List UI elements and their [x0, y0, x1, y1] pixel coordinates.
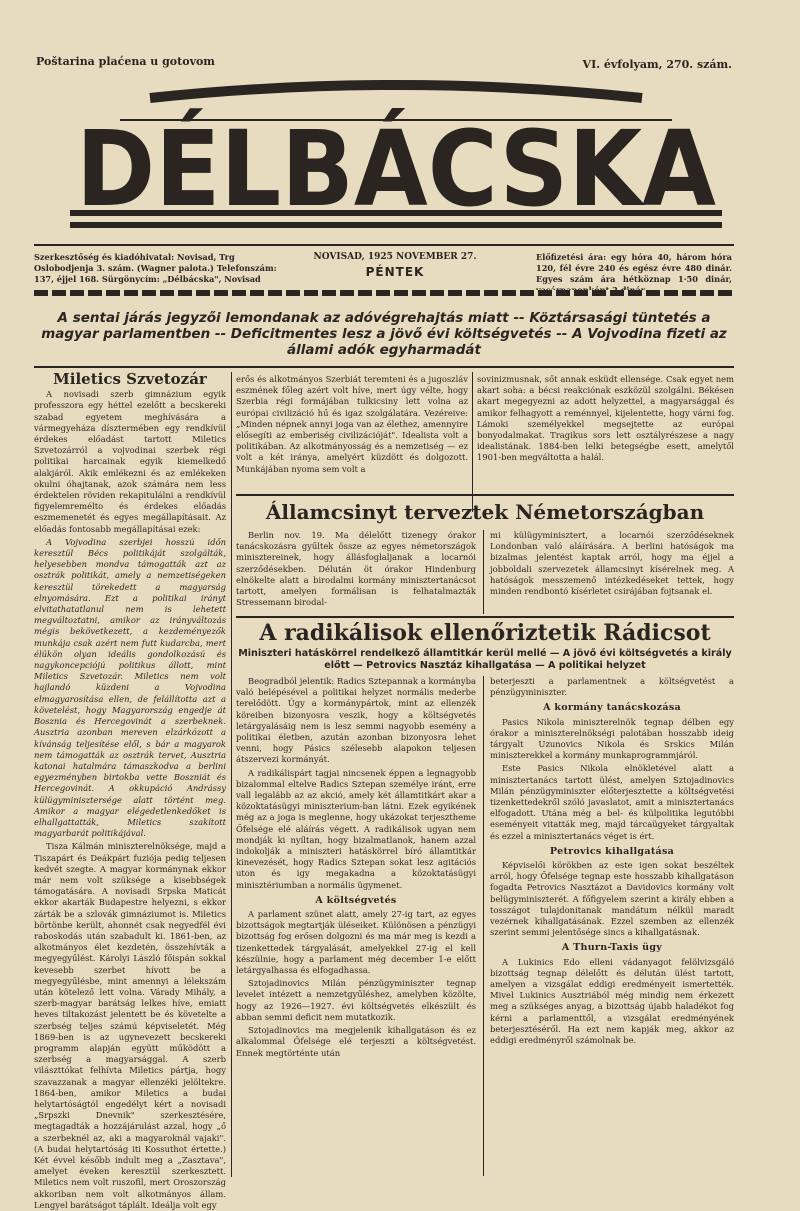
volume-number: VI. évfolyam, 270. szám.	[582, 58, 732, 71]
column-divider	[231, 372, 232, 1177]
article-title: Miletics Szvetozár	[53, 370, 207, 388]
paragraph: beterjeszti a parlamentnek a költségvetést a pénzügyminiszter.	[490, 676, 734, 698]
article-subtitle-radicsot: Miniszteri hatáskörrel rendelkező államtitkár kerül mellé — A jövő évi költségvetés a király előtt — Petrovics Nasztáz kihallgatása — A politikai helyzet	[238, 648, 732, 671]
section-heading: Petrovics kihallgatása	[549, 845, 675, 857]
issue-date-block	[300, 252, 490, 279]
section-divider	[236, 616, 734, 618]
headline-divider	[34, 366, 734, 368]
column-divider	[472, 372, 473, 512]
paragraph: Sztojadinovics Milán pénzügyminiszter tegnap levelet intézett a nemzetgyűléshez, amelyben közölte, hogy az 1926—1927. évi költségvetés elkészült és abban semmi deficit nem mutatkozik.	[236, 978, 476, 1022]
article-miletics-continued	[236, 374, 468, 514]
paragraph: A parlament szünet alatt, amely 27-ig tart, az egyes bizottságok megtartják üléseiket. Különösen a pénzügyi bizottság fog erősen dolgozni és ma már meg is kezdi a tizenkettedek tárgyalását, amelyekkel 27-ig el kell készülnie, hogy a parlament még december 1-e előtt letárgyalhassa és elfogadhassa.	[236, 909, 476, 976]
article-title-allamcsiny: Államcsinyt terveztek Németországban	[265, 500, 705, 524]
section-heading: A kormány tanácskozása	[543, 702, 681, 714]
paragraph: Beogradból jelentik: Radics Sztepannak a kormányba való belépésével a politikai helyzet normális mederbe terelődött. Úgy a kormánypártok, mint az ellenzék köreiben bizonyosra veszik, hogy a költségvetés letárgyalásáig nem is lesz semmi nagyobb esemény a politikai életben, azután azonban bizonyosra lehet venni, hogy Pásics szélesebb alapokon teljesen átszervezi kormányát.	[236, 676, 476, 765]
paragraph: A Vojvodina szerbjei hosszú időn keresztül Bécs politikáját szolgálták, helyesebben mondva támogatták azt az osztrák politikát, amely a nemzetiségeken keresztül törekedett a magyarság elnyomására. Ezt a politikai irányt elvitathatatlanul nem is lehetett megváltoztatni, amikor az irányváltozás mégis bekövetkezett, a kezdeményezők munkája csak azért nem futt kudarcba, mert élükön olyan ideális gondolkozású és nagykoncepciójú politikus állott, mint Miletics Szvetozár. Miletics nem volt hajlandó küzdeni a Vojvodina elmagyarosítása ellen, de felállította azt a követelést, hogy Magyarország engedje át Bosznia és Hercegovinát a szerbeknek. Ausztria azonban mereven elzárkózott a kívánság teljesítése elől, s bár a magyarok nem támogatták az osztrák tervet, Ausztria katonai hatalmára támaszkodva a berlini egyezményben birtokba vette Boszniát és Hercegovinát. A okkupáció Andrássy külügyminisztersége alatt történt meg. Amikor a magyar elégedetlenkedőket is elhallgattatták, Miletics szakított magyarbarát politikájával.	[34, 536, 226, 839]
paragraph: mi külügyminisztert, a locarnói szerződéseknek Londonban való aláírására. A berlini hatóságok ma bizalmas jelentést kaptak arról, hogy ma éjjel a jobboldali szervezetek államcsinyt kísérelnek meg. A hatóságok messzemenő intézkedéseket tettek, hogy minden rendbontó kísérletet csirájában fojtsanak el.	[490, 530, 734, 597]
column-divider	[483, 676, 484, 1176]
paragraph: Tisza Kálmán miniszterelnöksége, majd a Tiszapárt és Deákpárt fuziója pedig teljesen kedvét szegte. A magyar kormánynak ekkor már nem volt szüksége a kisebbségek támogatására. A novisadi Srpska Maticát ekkor akarták Budapestre helyezni, s ekkor zárták be a szlovák gimnáziumot is. Miletics börtönbe került, ahonnét csak negyedfél évi raboskodás után szabadult ki. 1861-ben, az alkotmányos élet kezdetén, összehívták a megyegyűlést. Károlyi László főispán sokkal kevesebb szerbet hívott be a megyegyűlésbe, mint amennyi a lélekszám után kötelező lett volna. Várady Mihály, a szerb-magyar barátság lelkes híve, emiatt heves tiltakozást jelentett be és követelte a szerbség teljes számú képviseletét. Még 1869-ben is az ugynevezett becskereki programm alapján együtt működött a szerbség a magyarsággal. A szerb vilászttókat felhívta Miletics pártja, hogy szavazzanak a magyar ellenzéki jelöltekre. 1864-ben, amikor Miletics a budai helytartóságtól engedélyt kért a novisadi „Srpszki Dnevnik" szerkesztésére, megtagadták a hozzájárulást azzal, hogy „ő a szerbeknél az, aki a magyaroknál vajaki". (A budai helytartóság iti Kossuthot értette.) Két évvel később indult meg a „Zasztava", amelyet éveken keresztül szerkesztett. Miletics nem volt ruszofil, mert Oroszország akkoriban nem volt alkotmányos állam. Lengyel barátságot táplált. Ideálja volt egy	[34, 841, 226, 1210]
paragraph: Képviselői körökben az este igen sokat beszéltek arról, hogy Őfelsége tegnap este hosszabb kihallgatáson fogadta Petrovics Nasztázot a Davidovics kormány volt belügyminiszterét. A főfigyelem szerint a király ebben a tosszágot tulajdonitanak mandátum nélkül maradt vezérnek kihallgatásának. Ezzel szemben az ellenzék szerint semmi jelentősége sincs a kihallgatásnak.	[490, 860, 734, 938]
section-heading: A Thurn-Taxis ügy	[561, 942, 663, 954]
paragraph: Este Pasics Nikola elnökletével alatt a minisztertanács tartott ülést, amelyen Sztojadinovics Milán pénzügyminiszter előterjesztette a költségvetési tizenkettedekről szóló javaslatot, amit a minisztertanács elfogadott. Utána még a bel- és külpolitika legutóbbi eseményeit vitatták meg, majd tárcaügyeket tárgyaltak és ezzel a minisztertanács véget is ért.	[490, 763, 734, 841]
masthead-logo	[60, 80, 732, 240]
front-page-headline: A sentai járás jegyzői lemondanak az adóvégrehajtás miatt -- Köztársasági tüntetés a magyar parlamentben -- Deficitmentes lesz a jövő évi költségvetés -- A Vojvodina fizeti az állami adók egyharmadát	[41, 310, 727, 358]
header-divider	[34, 290, 734, 296]
section-heading: A költségvetés	[315, 894, 397, 906]
paragraph: Sztojadinovics ma megjelenik kihallgatáson és ez alkalommal Őfelsége elé terjeszti a költségvetést. Ennek megtörténte után	[236, 1025, 476, 1058]
article-allamcsiny-left	[236, 530, 476, 614]
article-radicsot-left	[236, 676, 476, 1176]
office-info: Szerkesztőség és kiadóhivatal: Novisad, Trg Oslobodjenja 3. szám. (Wagner palota.) Telefonszám: 137, éjjel 168. Sürgönycím: „Délbácska", Novisad	[34, 252, 277, 284]
paragraph: Berlin nov. 19. Ma délelőtt tizenegy órakor tanácskozásra gyűltek össze az egyes németországok minisztereinek, hogy állásfoglaljanak a locarnói szerződésekben. Délután öt órakor Hindenburg elnökelte alatt a birodalmi kormány minisztertanácsot tartott, amelyen formálisan is felhatalmazták Stressemann birodal-	[236, 530, 476, 608]
issue-date: NOVISAD, 1925 NOVEMBER 27.	[313, 252, 477, 262]
paragraph: A novisadi szerb gimnázium egyik professzora egy héttel ezelőtt a becskereki szabad egyetem meghívására a vármegyeháza dísztermében egy rendkívül érdekes előadást tartott Miletics Szvetozárról a vojvodinai szerbek régi politikai harcainak egyik kiemelkedő alakjáról. Akik emlékezni és az emlékeken okulni óhajtanak, azok számára nem less érdektelen röviden rekapitulálni a rendkívül figyelemremélto és érdekes előadás eszmemenetét és egyes megállapításait. Az előadás fontosabb megállapításai ezek:	[34, 389, 226, 534]
article-title-radicsot: A radikálisok ellenőriztetik Rádicsot	[259, 620, 711, 646]
issue-day: PÉNTEK	[365, 265, 425, 279]
article-miletics	[34, 370, 226, 1210]
article-allamcsiny-right	[490, 530, 734, 614]
masthead-rule	[34, 244, 734, 246]
paragraph: erős és alkotmányos Szerbiát teremteni és a jugoszláv eszmének főleg azért volt híve, mert úgy vélte, hogy Szerbia régi formájában tulkicsiny lett volna az európai civilizáció hű és igaz szolgálatára. Vezéreive: „Minden népnek annyi joga van az élethez, amennyire elősegíti az emberiség civilizációját". Idealista volt a politikában. Az alkotmányosság és a nemzetiség — ez volt a két iránya, amelyért küzdött és dolgozott. Munkájában nyoma sem volt a	[236, 374, 468, 474]
paragraph: sovinizmusnak, sőt annak esküdt ellensége. Csak egyet nem akart soha: a bécsi reakciónak eszközül szolgálni. Békésen akart megegyezni az adott helyzettel, a magyarsággal és amikor felhagyott a reménnyel, kijelentette, hogy várni fog. Lámoki személyekkel megsejtette az európai bonyodalmakat. Tragikus sors lett osztályrészese a nagy idealistának. 1884-ben lelki betegségbe esett, amelytől 1901-ben megváltotta a halál.	[477, 374, 734, 463]
paragraph: A Lukinics Edo elleni vádanyagot felölvizsgáló bizottság tegnap délelőtt és délután ülést tartott, amelyen a vizsgálat eddigi eredményeit ismertették. Mivel Lukinics Ausztriából még mindig nem érkezett meg a szükséges anyag, a bizottság újabb haladékot fog kérni a parlamenttől, a vizsgálat eredményének beterjesztéséről. Ha ezt nem kapják meg, akkor az eddigi eredményről számolnak be.	[490, 956, 734, 1046]
article-radicsot-right	[490, 676, 734, 1176]
masthead-title: DÉLBÁCSKA	[76, 108, 716, 230]
postage-note: Poštarina plaćena u gotovom	[36, 55, 215, 68]
column-divider	[483, 530, 484, 614]
section-divider	[236, 494, 734, 496]
paragraph: A radikálispárt tagjai nincsenek éppen a legnagyobb bizalommal eltelve Radics Sztepan személye iránt, erre vall legalább az az akció, amely két államtitkárt akar a közoktatásügyi miniszterium-ban látni. Ezek egyikének még az a joga is meglenne, hogy ukázokat terjesztheme Őfelsége elé aláírás végett. A radikálisok ugyan nem mondják ki nyíltan, hogy bizalmatlanok, hanem azzal indokolják a miniszteri hatáskörrel bíró államtitkár kinevezését, hogy Radics Sztepan sokat lesz agitációs uton és igy megakadna a közoktatásügyi minisztériumban a normális ügymenet.	[236, 767, 476, 890]
article-miletics-end	[477, 374, 734, 514]
subscription-info: Előfizetési ára: egy hóra 40, három hóra 120, fél évre 240 és egész évre 480 dinár. Egyes szám ára hétköznap 1·50 dinár,	[536, 252, 732, 284]
paragraph: Pasics Nikola miniszterelnök tegnap délben egy órakor a miniszterelnökségi palotában hosszabb ideig tárgyalt Uzunovics Nikola és Srskics Milán miniszterekkel a kormány munkaprogrammjáról.	[490, 716, 734, 761]
